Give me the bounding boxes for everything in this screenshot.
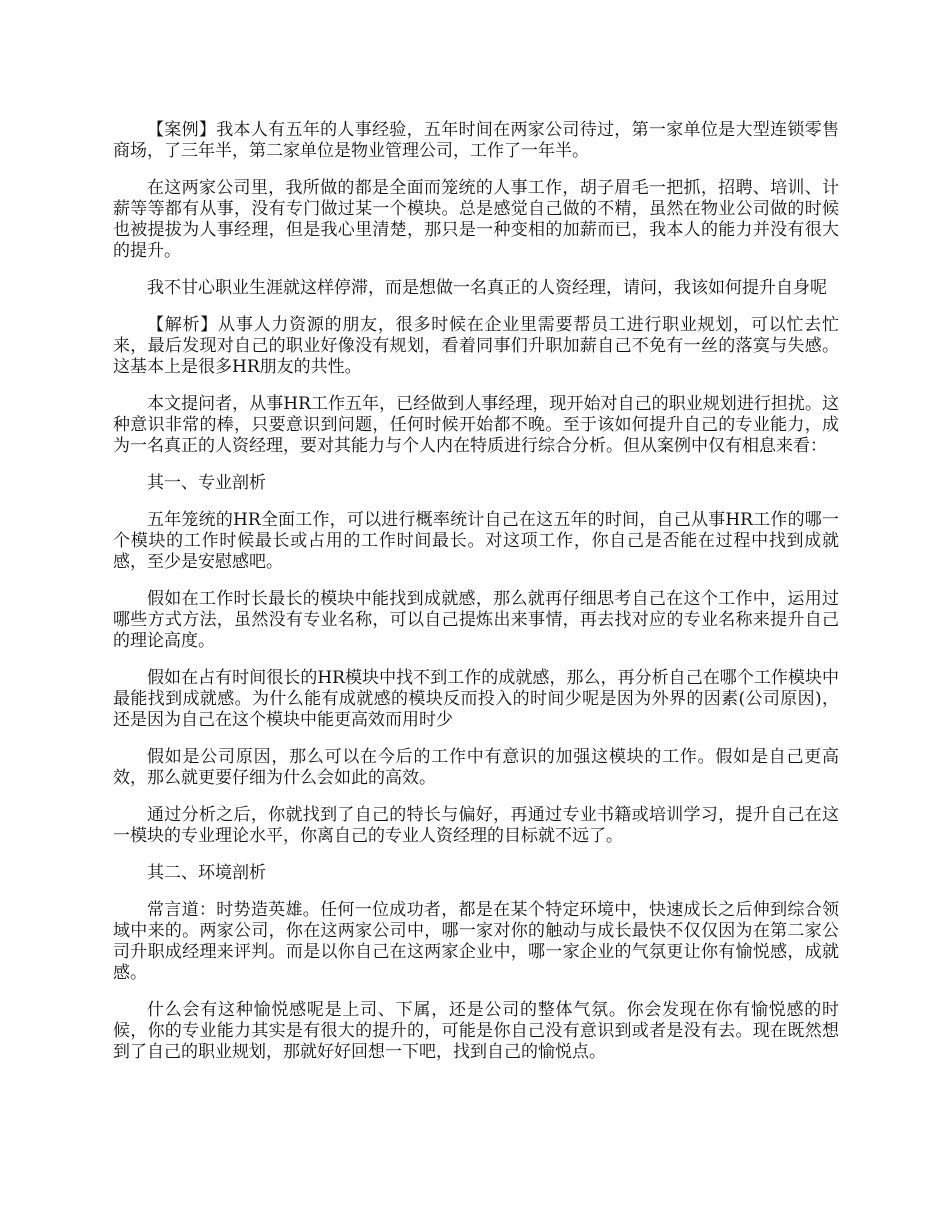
paragraph-professional-2: 假如在工作时长最长的模块中能找到成就感，那么就再仔细思考自己在这个工作中，运用过哪些方式方法，虽然没有专业名称，可以自己提炼出来事情，再去找对应的专业名称来提升自己的理论高度。 (113, 589, 839, 651)
paragraph-asker: 本文提问者，从事HR工作五年，已经做到人事经理，现开始对自己的职业规划进行担扰。这种意识非常的棒，只要意识到问题，任何时候开始都不晚。至于该如何提升自己的专业能力，成为一名真正的人资经理，要对其能力与个人内在特质进行综合分析。但从案例中仅有相息来看： (113, 394, 839, 456)
section-heading-environment: 其二、环境剖析 (147, 863, 266, 883)
paragraph-experience: 在这两家公司里，我所做的都是全面而笼统的人事工作，胡子眉毛一把抓，招聘、培训、计薪等等都有从事，没有专门做过某一个模块。总是感觉自己做的不精，虽然在物业公司做的时候也被提拔为人事经理，但是我心里清楚，那只是一种变相的加薪而已，我本人的能力并没有很大的提升。 (113, 178, 839, 261)
paragraph-environment-1: 常言道：时势造英雄。任何一位成功者，都是在某个特定环境中，快速成长之后伸到综合领域中来的。两家公司，你在这两家公司中，哪一家对你的触动与成长最快不仅仅因为在第二家公司升职成经理来评判。而是以你自己在这两家企业中，哪一家企业的气氛更让你有愉悦感，成就感。 (113, 900, 839, 983)
document-body (113, 120, 839, 1079)
paragraph-question: 我不甘心职业生涯就这样停滞，而是想做一名真正的人资经理，请问，我该如何提升自身呢 (147, 278, 827, 298)
paragraph-professional-3: 假如在占有时间很长的HR模块中找不到工作的成就感，那么，再分析自己在哪个工作模块中最能找到成就感。为什么能有成就感的模块反而投入的时间少呢是因为外界的因素(公司原因)，还是因为自己在这个模块中能更高效而用时少 (113, 668, 839, 730)
paragraph-professional-4: 假如是公司原因，那么可以在今后的工作中有意识的加强这模块的工作。假如是自己更高效，那么就更要仔细为什么会如此的高效。 (113, 747, 839, 788)
paragraph-environment-2: 什么会有这种愉悦感呢是上司、下属，还是公司的整体气氛。你会发现在你有愉悦感的时候，你的专业能力其实是有很大的提升的，可能是你自己没有意识到或者是没有去。现在既然想到了自己的职业规划，那就好好回想一下吧，找到自己的愉悦点。 (113, 1000, 839, 1062)
section-heading-professional: 其一、专业剖析 (147, 473, 266, 493)
paragraph-professional-5: 通过分析之后，你就找到了自己的特长与偏好，再通过专业书籍或培训学习，提升自己在这一模块的专业理论水平，你离自己的专业人资经理的目标就不远了。 (113, 805, 839, 846)
paragraph-analysis: 【解析】从事人力资源的朋友，很多时候在企业里需要帮员工进行职业规划，可以忙去忙来，最后发现对自己的职业好像没有规划，看着同事们升职加薪自己不免有一丝的落寞与失感。这基本上是很多HR朋友的共性。 (113, 315, 839, 377)
paragraph-professional-1: 五年笼统的HR全面工作，可以进行概率统计自己在这五年的时间，自己从事HR工作的哪一个模块的工作时候最长或占用的工作时间最长。对这项工作，你自己是否能在过程中找到成就感，至少是安慰感吧。 (113, 510, 839, 572)
paragraph-case: 【案例】我本人有五年的人事经验，五年时间在两家公司待过，第一家单位是大型连锁零售商场，了三年半，第二家单位是物业管理公司，工作了一年半。 (113, 120, 839, 161)
